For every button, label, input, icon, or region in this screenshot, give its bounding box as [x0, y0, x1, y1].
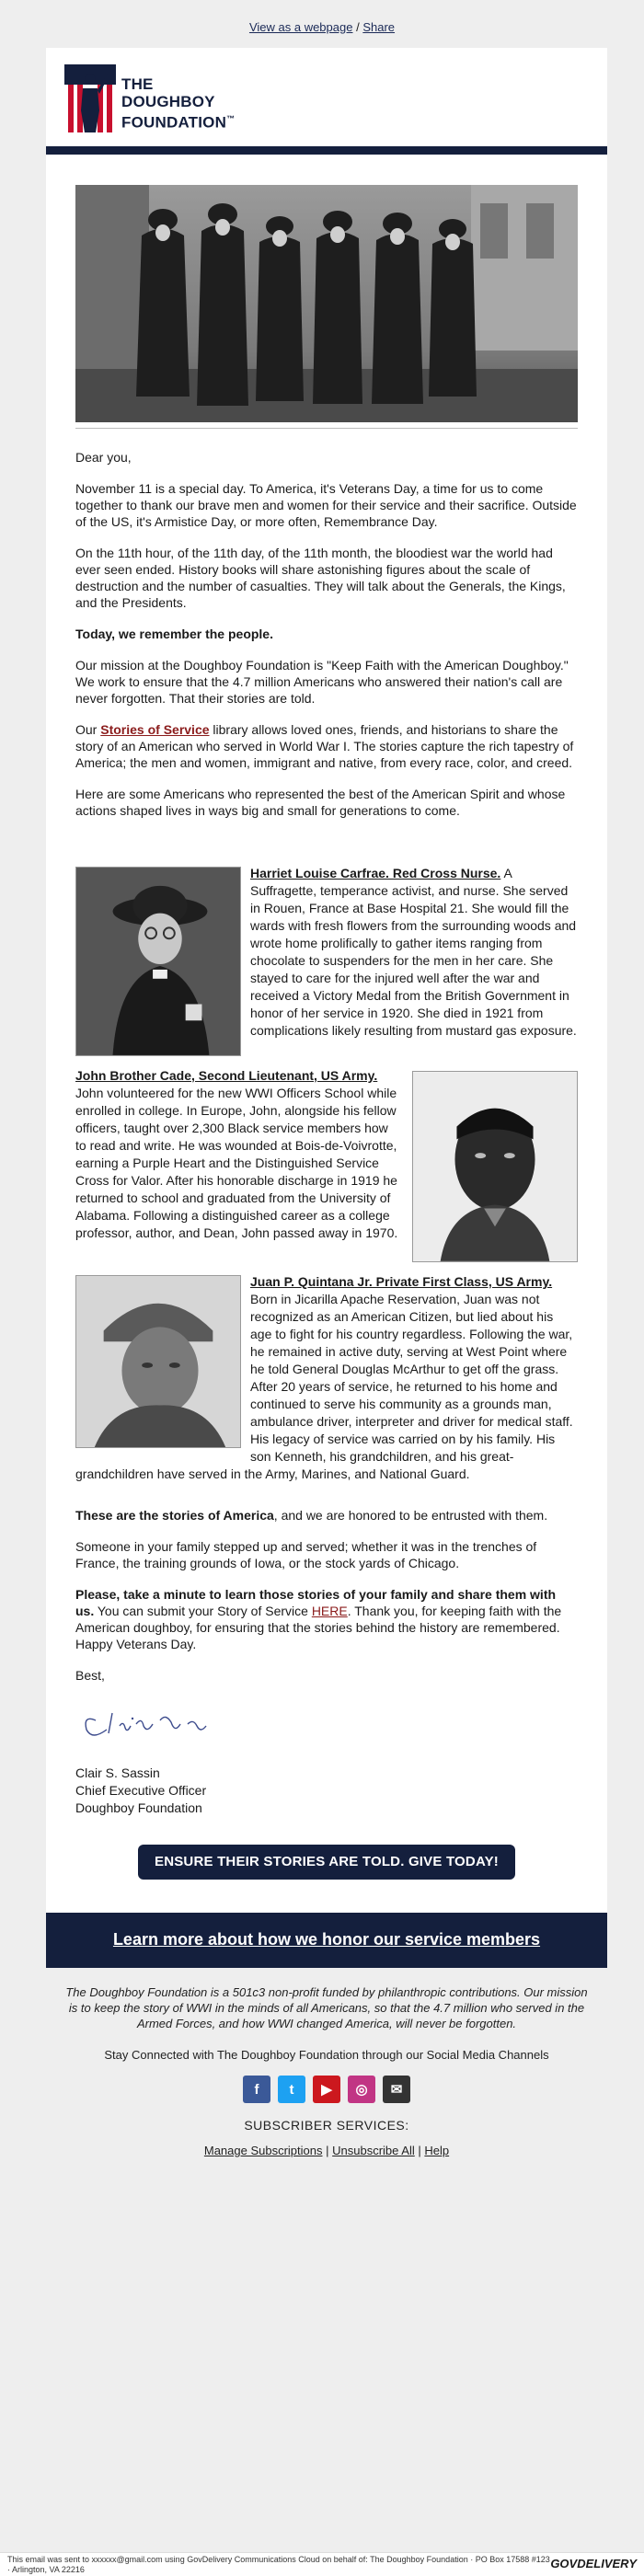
legal-footer [0, 2552, 644, 2576]
footer-about: The Doughboy Foundation is a 501c3 non-profit funded by philanthropic contributions. Our mission is to keep the story of WWI in the minds of all Americans, so that the 4.7 million who served in the Armed Forces, and how WWI changed America, will never be forgotten. [65, 1985, 588, 2030]
paragraph-share-stories: Please, take a minute to learn those stories of your family and share them with us. You can submit your Story of Service HERE. Thank you, for keeping faith with the American doughboy, for ensuring that the stories behind the history are remembered. Happy Veterans Day. [75, 1587, 562, 1651]
paragraph-intro-stories: Here are some Americans who represented the best of the American Spirit and whose actions shaped lives in ways big and small for generations to come. [75, 787, 566, 818]
story-text-john: John volunteered for the new WWI Officers School while enrolled in college. In Europe, John, alongside his fellow officers, taught over 2,300 Black service members how to read and write. He was wounded at Bois-de-Voivrotte, earning a Purple Heart and the Distinguished Service Cross for Valor. After his honorable discharge in 1919 he returned to school and graduated from the University of Alabama. Following a distinguished career as a college professor, author, and Dean, John passed away in 1970. [75, 1086, 398, 1240]
logo-line-the: THE [121, 75, 154, 93]
cta-wrap [75, 1817, 578, 1913]
legal-text: This email was sent to xxxxxx@gmail.com using GovDelivery Communications Cloud on behalf of: The Doughboy Foundation · PO Box 17588 #123 · Arlington, VA 22216 [7, 2555, 550, 2574]
email-header [46, 48, 607, 155]
top-links [0, 0, 644, 48]
social-icons [46, 2076, 607, 2103]
links-separator: | [418, 2144, 421, 2157]
photo-john-cade [412, 1071, 578, 1262]
logo-line-foundation: FOUNDATION™ [121, 113, 236, 132]
manage-subscriptions-link[interactable]: Manage Subscriptions [203, 2144, 323, 2157]
logo-line-doughboy: DOUGHBOY [121, 93, 215, 110]
story-name-harriet: Harriet Louise Carfrae. Red Cross Nurse. [250, 866, 501, 880]
sign-off-best: Best, [75, 1668, 105, 1683]
unsubscribe-all-link[interactable]: Unsubscribe All [332, 2144, 415, 2157]
footer-stay-connected: Stay Connected with The Doughboy Foundation through our Social Media Channels [104, 2048, 549, 2062]
greeting: Dear you, [75, 450, 132, 465]
youtube-icon[interactable]: ▶ [313, 2076, 340, 2103]
story-name-john: John Brother Cade, Second Lieutenant, US Army. [75, 1068, 378, 1083]
links-separator: | [326, 2144, 329, 2157]
share-link[interactable]: Share [362, 20, 396, 34]
twitter-icon[interactable]: t [278, 2076, 305, 2103]
story-juan-quintana [75, 1273, 578, 1483]
signer-org: Doughboy Foundation [75, 1800, 202, 1815]
email-container [46, 48, 607, 2194]
doughboy-logo-icon[interactable] [64, 64, 116, 132]
logo-wordmark[interactable] [121, 75, 235, 132]
signer-name: Clair S. Sassin [75, 1765, 160, 1780]
footer [46, 1968, 607, 2194]
view-webpage-link[interactable]: View as a webpage [248, 20, 353, 34]
top-separator: / [356, 20, 360, 34]
paragraph-stories-library: Our Stories of Service library allows loved ones, friends, and historians to share the story of an American who served in World War I. The stories capture the rich tapestry of America; the men and women, immigrant and native, from every race, color, and creed. [75, 722, 574, 770]
message-icon[interactable]: ✉ [383, 2076, 410, 2103]
signature-block [75, 1765, 578, 1817]
story-text-harriet: A Suffragette, temperance activist, and nurse. She served in Rouen, France at Base Hospital 21. She would fill the wards with fresh flowers from the surrounding woods and wrote home prolifically to gather items ranging from chocolate to suspenders for the men in her care. She stayed to care for the injured well after the war and received a Victory Medal from the British Government in honor of her service in 1920. She died in 1921 from complications likely resulting from mustard gas exposure. [250, 866, 577, 1038]
give-today-button[interactable]: ENSURE THEIR STORIES ARE TOLD. GIVE TODAY! [138, 1845, 515, 1880]
govdelivery-logo[interactable]: GOVDELIVERY [550, 2557, 637, 2570]
photo-juan-quintana [75, 1275, 241, 1448]
subscriber-links [46, 2144, 607, 2194]
signature-image [75, 1693, 223, 1752]
paragraph-remember-people: Today, we remember the people. [75, 627, 273, 641]
learn-more-link[interactable]: Learn more about how we honor our service members [112, 1930, 541, 1949]
story-john-cade [75, 1067, 578, 1266]
subscriber-services-title: SUBSCRIBER SERVICES: [244, 2118, 409, 2133]
story-name-juan: Juan P. Quintana Jr. Private First Class, US Army. [250, 1274, 553, 1289]
paragraph-mission: Our mission at the Doughboy Foundation is "Keep Faith with the American Doughboy." We work to ensure that the 4.7 million Americans who answered their nation's call are never forgotten. That their stories are told. [75, 658, 569, 706]
signer-title: Chief Executive Officer [75, 1783, 207, 1798]
stories-of-service-link[interactable]: Stories of Service [100, 722, 210, 737]
paragraph-family-served: Someone in your family stepped up and served; whether it was in the trenches of France, the training grounds of Iowa, or the stock yards of Chicago. [75, 1539, 537, 1570]
paragraph-stories-of-america: These are the stories of America, and we are honored to be entrusted with them. [75, 1508, 548, 1523]
email-body [46, 429, 607, 1913]
story-text-juan: Born in Jicarilla Apache Reservation, Juan was not recognized as an American Citizen, but lied about his age to fight for his country regardless. Following the war, he remained in active duty, serving at West Point where he told General Douglas McArthur to get off the grass. After 20 years of service, he returned to his home and continued to serve his community as a grounds man, ambulance driver, interpreter and driver for medical staff. His legacy of service was carried on by his family. His son Kenneth, his grandchildren, and his great-grandchildren have served in the Army, Marines, and National Guard. [75, 1292, 573, 1481]
learn-more-bar [46, 1913, 607, 1968]
hero-photo-nurses [75, 185, 578, 429]
hero-image [75, 185, 578, 422]
facebook-icon[interactable]: f [243, 2076, 270, 2103]
paragraph-veterans-day: November 11 is a special day. To America, it's Veterans Day, a time for us to come together to thank our brave men and women for their service and their sacrifice. Outside of the US, it's Armistice Day, or more often, Remembrance Day. [75, 481, 577, 529]
submit-story-here-link[interactable]: HERE [311, 1604, 348, 1618]
photo-harriet-carfrae [75, 867, 241, 1056]
instagram-icon[interactable]: ◎ [348, 2076, 375, 2103]
paragraph-11th-hour: On the 11th hour, of the 11th day, of the 11th month, the bloodiest war the world had ever seen ended. History books will share astonishing figures about the scale of destruction and the number of casualties. They will talk about the Generals, the Kings, and the Presidents. [75, 546, 566, 610]
story-harriet-carfrae [75, 865, 578, 1060]
help-link[interactable]: Help [424, 2144, 450, 2157]
